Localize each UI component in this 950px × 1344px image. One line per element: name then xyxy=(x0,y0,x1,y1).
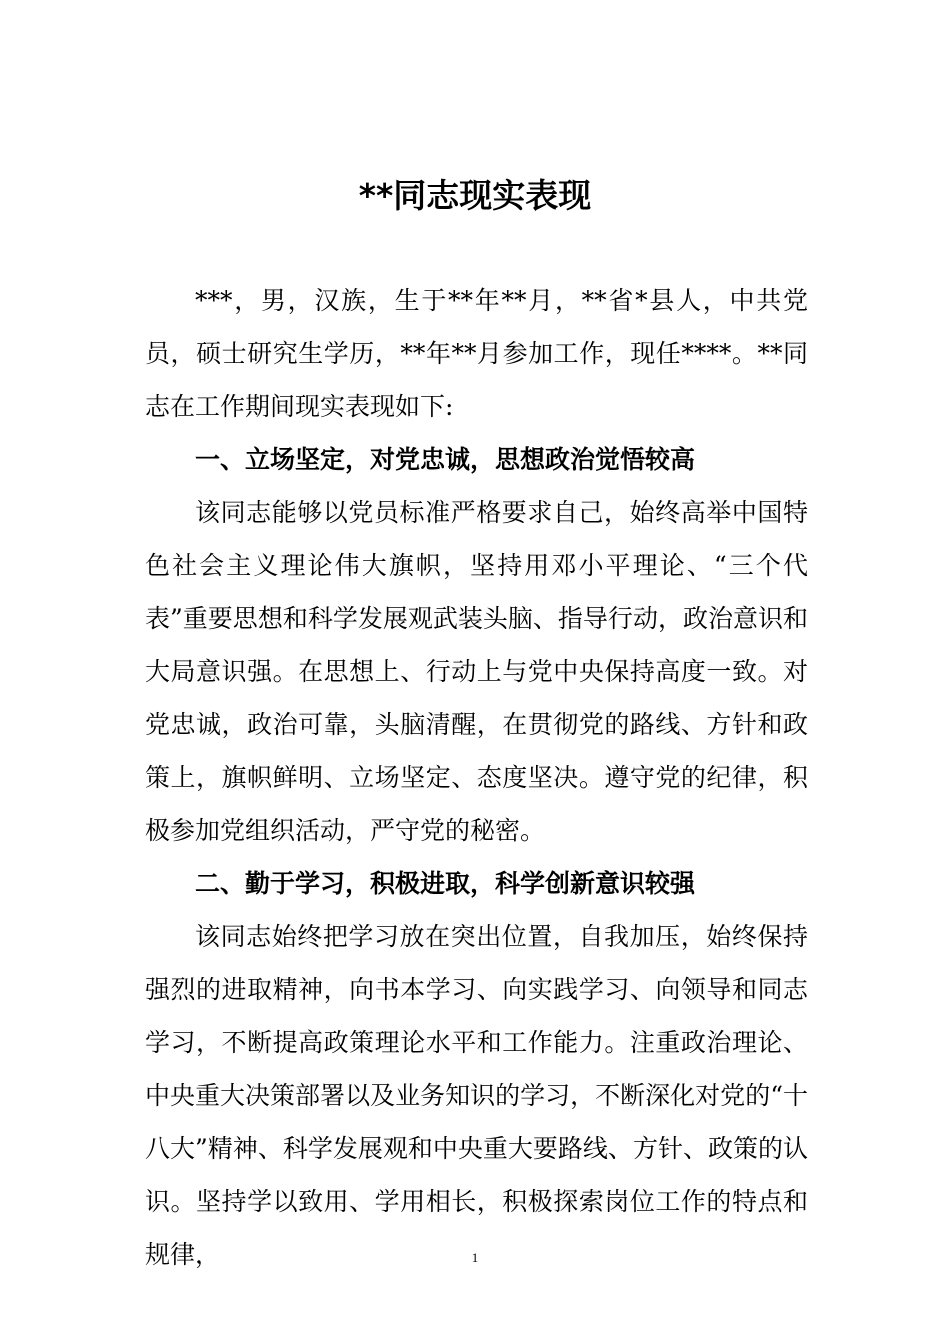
section-2-paragraph: 该同志始终把学习放在突出位置，自我加压，始终保持强烈的进取精神，向书本学习、向实践学习、向领导和同志学习，不断提高政策理论水平和工作能力。注重政治理论、中央重大决策部署以及业务知识的学习，不断深化对党的“十八大”精神、科学发展观和中央重大要路线、方针、政策的认识。坚持学以致用、学用相长，积极探索岗位工作的特点和规律， xyxy=(145,922,808,1269)
document-body xyxy=(145,274,808,1281)
page-number: 1 xyxy=(471,1250,479,1265)
section-heading-2: 二、勤于学习，积极进取，科学创新意识较强 xyxy=(195,869,696,898)
intro-paragraph: ***，男，汉族，生于**年**月，**省*县人，中共党员，硕士研究生学历，**年**月参加工作，现任****。**同志在工作期间现实表现如下: xyxy=(145,286,808,421)
section-1-paragraph: 该同志能够以党员标准严格要求自己，始终高举中国特色社会主义理论伟大旗帜，坚持用邓小平理论、“三个代表”重要思想和科学发展观武装头脑、指导行动，政治意识和大局意识强。在思想上、行动上与党中央保持高度一致。对党忠诚，政治可靠，头脑清醒，在贯彻党的路线、方针和政策上，旗帜鲜明、立场坚定、态度坚决。遵守党的纪律，积极参加党组织活动，严守党的秘密。 xyxy=(145,498,808,845)
section-heading-1: 一、立场坚定，对党忠诚，思想政治觉悟较高 xyxy=(195,445,696,474)
document-title: **同志现实表现 xyxy=(358,176,592,215)
